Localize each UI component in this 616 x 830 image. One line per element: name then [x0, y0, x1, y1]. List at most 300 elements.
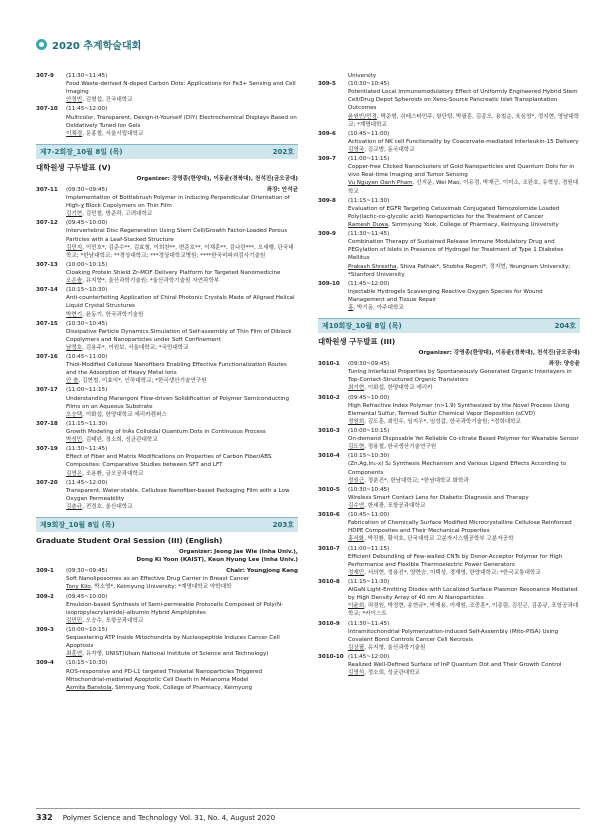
entry-title: Soft Nanoliposomes as an Effective Drug Carrier in Breast Cancer — [66, 576, 250, 583]
entry-coauthors: , 정용철, 한국생산기술연구원 — [364, 444, 437, 451]
entry-title: On-demand Disposable Yet Reliable Co-citrate Based Polymer for Wearable Sensor — [348, 436, 579, 443]
session-10-entries — [318, 360, 580, 677]
left-top-entries — [36, 72, 298, 138]
session-organizer — [36, 548, 298, 564]
right-entries — [318, 80, 580, 312]
entry-title: Activation of NK cell Functionality by Coacervate-mediated Interleukin-15 Delivery — [348, 138, 579, 145]
entry-body — [348, 427, 580, 451]
entry-time: (11:45~12:00) — [66, 106, 108, 113]
entry-time: (11:00~11:15) — [348, 545, 390, 552]
entry-code: 307-14 — [36, 287, 58, 294]
entry-time-row — [348, 197, 580, 205]
session-bar-7 — [36, 144, 298, 159]
entry-title: Copper-free Clicked Nanoclusters of Gold Nanoparticles and Quantum Dots for in vivo Real-time Imaging and Tumor Sensing — [348, 164, 575, 179]
entry-presenter: 최기현 — [348, 385, 365, 392]
entry-coauthors: , 박기동, 아주대학교 — [353, 305, 404, 312]
entry-time-row — [66, 219, 298, 227]
entry-title: Multicolor, Transparent, Design-it-Yourself (DIY) Electrochemical Displays Based on Oxidatively Tuned Ion Gels — [66, 114, 297, 129]
entry-authors — [66, 210, 298, 218]
entry-code: 307-17 — [36, 387, 58, 394]
entry-presenter: 김민지 — [66, 244, 83, 251]
entry-coauthors: , 박소영*, Keimyung University; *계명대학교 약학대학 — [90, 584, 232, 591]
entry-time-row — [66, 626, 298, 634]
entry-time: (11:45~12:00) — [348, 653, 390, 660]
program-entry — [318, 360, 580, 392]
entry-body — [348, 197, 580, 229]
entry-body — [66, 626, 298, 658]
entry-time: (09:45~10:00) — [348, 394, 390, 401]
entry-body — [66, 479, 298, 511]
entry-time: (10:30~10:45) — [348, 81, 390, 88]
program-entry — [36, 353, 298, 385]
entry-coauthors: , 정소희, 성균관대학교 — [364, 670, 420, 677]
entry-body — [66, 261, 298, 285]
entry-code: 307-12 — [36, 220, 58, 227]
entry-authors — [348, 602, 580, 618]
entry-code: 309-8 — [318, 197, 336, 204]
program-entry — [318, 130, 580, 154]
entry-authors — [66, 411, 298, 419]
session-bar-10 — [318, 318, 580, 333]
entry-presenter: Vu Nguyen Oanh Pham — [348, 180, 413, 187]
entry-title: Emulsion-based Synthesis of Semi-permeable Protocells Composed of Poly(N-isopropylacrylamide)-albumin Hybrid Amphiphiles — [66, 601, 284, 616]
entry-time-row — [348, 653, 580, 661]
entry-presenter: 김도현 — [348, 444, 365, 451]
entry-title: (Zn,Ag,In₁-x) S₂ Synthesis Mechanism and Various Ligand Effects According to Components — [348, 461, 567, 476]
entry-authors — [348, 304, 580, 312]
session-chair: 좌장: 안석균 — [266, 186, 298, 193]
entry-time-row — [66, 479, 298, 487]
program-entry — [36, 593, 298, 625]
entry-authors — [66, 344, 298, 352]
program-entry — [318, 230, 580, 279]
entry-body — [66, 420, 298, 444]
entry-code: 309-10 — [318, 280, 340, 287]
entry-body — [348, 360, 580, 392]
entry-code: 309-5 — [318, 81, 336, 88]
entry-title: Effect of Fiber and Matrix Modifications on Properties of Carbon Fiber/ABS Composites: Comparative Studies between SFT and LFT — [66, 454, 272, 469]
program-entry — [318, 197, 580, 229]
session-9-entries — [36, 567, 298, 692]
entry-coauthors: , 신지운, Wei Mao, 이유정, 박재근, 이미소, 조완호, 유혁상, 경원대학교 — [348, 180, 579, 195]
entry-time: (10:00~10:15) — [66, 261, 108, 268]
program-entry — [36, 479, 298, 511]
entry-time-row — [66, 593, 298, 601]
entry-time-row — [348, 80, 580, 88]
entry-title: Fabrication of Chemically Surface Modified Microcrystalline Cellulose Reinforced HDPE Composites and Their Mechanical Properties — [348, 520, 572, 535]
entry-coauthors: , 전정호, 울산대학교 — [82, 504, 133, 511]
entry-time: (11:15~11:30) — [348, 579, 390, 585]
entry-authors — [66, 277, 298, 285]
program-entry — [318, 155, 580, 196]
entry-coauthors: , 김도훈, 최민우, 임지우*, 임성갑, 한국과학기술원; *경희대학교 — [364, 418, 521, 425]
session-bar-label: 제9회장_10월 8일 (목) — [40, 521, 115, 530]
entry-time: (11:45~12:00) — [66, 479, 108, 486]
entry-authors — [66, 96, 298, 104]
entry-body — [348, 130, 580, 154]
entry-time: (11:15~11:30) — [348, 197, 390, 204]
entry-coauthors: , 이화섭, 한양대학교 에리카캠퍼스 — [82, 411, 167, 418]
entry-title: Tuning Interfacial Properties by Spontaneously Generated Organic Interlayers in Top-Contact-Structured Organic Transistors — [348, 369, 572, 384]
entry-code: 3010-4 — [318, 453, 340, 460]
entry-presenter: Asmita Banstola — [66, 684, 112, 691]
entry-title: Cloaking Protein Shield Zr-MOF Delivery Platform for Targeted Nanomedicine — [66, 269, 281, 276]
entry-code: 3010-7 — [318, 545, 340, 552]
entry-title: Injectable Hydrogels Scavenging Reactive Oxygen Species for Wound Management and Tissue Repair — [348, 288, 543, 303]
entry-time: (10:00~10:15) — [66, 626, 108, 633]
entry-coauthors: , 정춘진*, 한남대학교; *한남대학교 화학과 — [364, 477, 469, 484]
entry-time-row — [348, 155, 580, 163]
program-entry — [318, 653, 580, 677]
entry-time-row — [348, 578, 580, 586]
entry-authors — [348, 179, 580, 195]
entry-authors — [348, 443, 580, 451]
session-organizer-line-2: Dong Ki Yoon (KAIST), Keun Hyung Lee (Inha Univ.) — [136, 557, 298, 564]
entry-coauthors: , 김용주*, 이원보, 서울대학교; *국민대학교 — [82, 344, 189, 351]
entry-presenter: Prakash Shrestha — [348, 263, 397, 270]
page-header — [36, 36, 141, 52]
entry-presenter: 김기현 — [66, 211, 83, 218]
entry-presenter: 오은솔 — [66, 278, 83, 285]
entry-time: (10:45~11:00) — [348, 512, 390, 519]
entry-code: 307-16 — [36, 354, 58, 361]
entry-time: (11:00~11:15) — [66, 387, 108, 394]
entry-time-row — [348, 230, 580, 238]
entry-code: 3010-8 — [318, 579, 340, 585]
program-entry — [36, 445, 298, 477]
entry-time: (10:15~10:30) — [66, 660, 108, 667]
entry-time: (10:15~10:30) — [66, 287, 108, 294]
entry-code: 309-9 — [318, 231, 336, 238]
entry-title: Growth Modeling of InAs Colloidal Quantum Dots in Continuous Process — [66, 429, 266, 436]
entry-time: (11:45~12:00) — [348, 280, 390, 287]
entry-code: 307-10 — [36, 106, 58, 113]
entry-time-row — [348, 452, 580, 460]
entry-coauthors: , 유지향*, 울산과학기술원; *울산과학기술원 자연과학부 — [82, 278, 220, 285]
program-entry — [36, 567, 298, 591]
journal-info: Polymer Science and Technology Vol. 31, No. 4, August 2020 — [62, 813, 276, 822]
entry-coauthors: , 김태완, 정소희, 성균관대학교 — [82, 437, 158, 444]
entry-code: 309-6 — [318, 130, 336, 137]
entry-coauthors: , 박준형, 쉬레스타민주, 왕단텅, 박필훈, 김종오, 용철순, 육심영*, 정지현, 영남대학교; *계명대학교 — [348, 113, 580, 128]
entry-time-row — [348, 130, 580, 138]
entry-title: Combination Therapy of Sustained Release Immune Modulatory Drug and PEGylation of Islets in Presence of Hydrogel for Treatment of Type 1 Diabetes Mellitus — [348, 239, 564, 262]
session-organizer: Organizer: 강영종(한양대), 이동윤(경북대), 천석진(금오공대) — [418, 350, 580, 357]
entry-coauthors: , 김교범, 동국대학교 — [364, 146, 415, 153]
entry-authors — [66, 470, 298, 478]
entry-coauthors: , 김형섭, 건국대학교 — [82, 97, 133, 104]
entry-time-row — [66, 567, 298, 575]
entry-time-row — [66, 659, 298, 667]
entry-code: 307-13 — [36, 261, 58, 268]
program-entry — [318, 452, 580, 484]
entry-presenter: Ramesh Duwa — [348, 221, 389, 228]
entry-time: (10:30~10:45) — [348, 486, 390, 493]
entry-body — [348, 486, 580, 510]
session-chair: 좌장: 양승윤 — [548, 361, 580, 368]
entry-authors — [348, 113, 580, 129]
entry-title: Transparent, Water-stable, Cellulose Nanofiber-based Packaging Film with a Low Oxygen Permeability — [66, 487, 290, 502]
entry-code: 307-11 — [36, 186, 58, 193]
circle-bullet-icon — [36, 39, 47, 50]
entry-time-row — [348, 620, 580, 628]
page-header-title: 2020 추계학술대회 — [52, 40, 142, 52]
entry-authors — [66, 436, 298, 444]
entry-presenter: 김상필 — [348, 644, 365, 651]
entry-presenter: 최훈연 — [66, 651, 83, 658]
program-entry — [318, 545, 580, 577]
entry-code: 3010-3 — [318, 428, 340, 435]
entry-title: Intramitochondrial Polymerization-induced Self-Assembly (Mito-PISA) Using Covalent Bond Controls Cancer Cell Necrosis — [348, 628, 559, 643]
entry-coauthors: , 이민호*, 김준수**, 김효철, 이희찬**, 변준호**, 이재훈**, 김나란***, 오세행, 단국대학교; *한남대학교; **경상대학교; ***경상대학교병원; ****한국비파괴검사기술원 — [66, 244, 294, 259]
entry-body — [348, 155, 580, 196]
entry-body — [66, 320, 298, 352]
entry-code: 307-15 — [36, 320, 58, 327]
entry-body — [66, 72, 298, 104]
program-entry — [318, 280, 580, 312]
session-title: 대학원생 구두발표 (V) — [36, 163, 111, 173]
entry-code: 309-2 — [36, 593, 54, 600]
entry-title: Realized Well-Defined Surface of InP Quantum Dot and Their Growth Control — [348, 662, 562, 669]
entry-title: AlGaN Light-Emitting Diodes with Localized Surface Plasmon Resonance Mediated by High Density Array of 40 nm Al Nanoparticles — [348, 587, 578, 602]
entry-time-row — [66, 420, 298, 428]
entry-authors — [348, 146, 580, 154]
entry-coauthors: , 한세광, 포항공과대학교 — [364, 503, 426, 510]
entry-time-row — [348, 394, 580, 402]
session-bar-9 — [36, 517, 298, 532]
entry-body — [66, 219, 298, 260]
program-entry — [36, 626, 298, 658]
entry-body — [66, 186, 298, 218]
entry-time-row — [66, 72, 298, 80]
program-entry — [318, 80, 580, 129]
entry-title: Food Waste-derived N-doped Carbon Dots: Applications for Fe3+ Sensing and Cell Imaging — [66, 81, 296, 96]
left-column — [36, 72, 298, 693]
entry-code: 3010-1 — [318, 361, 340, 368]
entry-time: (09:45~10:00) — [66, 593, 108, 600]
entry-time: (11:30~11:45) — [66, 446, 108, 453]
entry-time-row — [66, 186, 298, 194]
entry-title: ROS-responsive and PD-L1 targeted Thioketal Nanoparticles Triggered Mitochondrial-mediated Apoptotic Cell Death in Melanoma Model — [66, 668, 263, 683]
entry-body — [66, 445, 298, 477]
entry-time: (09:30~09:45) — [66, 186, 108, 193]
program-entry — [318, 427, 580, 451]
entry-title: Intervertebral Disc Regeneration Using Stem Cell/Growth Factor-Loaded Porous Particles with a Leaf-Stacked Structure — [66, 228, 288, 243]
entry-authors — [66, 583, 298, 591]
entry-time: (11:30~11:45) — [348, 620, 390, 627]
entry-title: Implementation of Bottlebrush Polymer in Inducing Perpendicular Orientation of High-χ Block Copolymers on Thin Film — [66, 194, 290, 210]
entry-authors — [348, 263, 580, 279]
entry-body — [348, 230, 580, 279]
program-entry — [318, 394, 580, 426]
entry-code: 3010-2 — [318, 394, 340, 401]
entry-body — [348, 80, 580, 129]
entry-authors — [66, 311, 298, 319]
entry-presenter: 김영석 — [348, 670, 365, 677]
entry-body — [348, 578, 580, 619]
session-bar-label: 제10회장_10월 8일 (목) — [322, 322, 402, 331]
entry-authors — [66, 617, 298, 625]
entry-title: Thiol-Modified Cellulose Nanofibers Enabling Effective Functionalization Routes and the Adsorption of Heavy Metal Ions — [66, 362, 287, 377]
entry-code: 307-9 — [36, 73, 54, 79]
entry-code: 307-20 — [36, 479, 58, 486]
entry-body — [348, 653, 580, 677]
session-title: 대학원생 구두발표 (III) — [318, 337, 396, 347]
entry-time-row — [348, 360, 580, 368]
entry-time: (10:45~11:00) — [66, 354, 108, 361]
entry-authors — [348, 644, 580, 652]
entry-authors — [348, 221, 580, 229]
program-entry — [36, 386, 298, 418]
program-entry — [36, 420, 298, 444]
entry-authors — [66, 130, 298, 138]
entry-title: Sequestering ATP Inside Mitochondria by Nucleopeptide Induces Cancer Cell Apoptosis — [66, 635, 280, 650]
entry-body — [66, 105, 298, 137]
entry-authors — [66, 244, 298, 260]
entry-coauthors: , Simmyung Yook, College of Pharmacy, Keimyung University — [388, 221, 559, 228]
entry-body — [66, 593, 298, 625]
session-organizer-line-1: Organizer: Jeong Jae Wie (Inha Univ.), — [178, 549, 298, 555]
entry-time: (10:00~10:15) — [348, 428, 390, 435]
entry-coauthors: , 유지형, 울산과학기술원 — [364, 644, 426, 651]
page-number: 332 — [36, 813, 53, 822]
program-entry — [318, 486, 580, 510]
entry-body — [348, 620, 580, 652]
entry-title: Potentiated Local Immunomodulatory Effect of Uniformly Engineered Hybrid Stem Cell/Drug Depot Spheroids on Xeno-Source Pancreatic Islet Transplantation Outcomes — [348, 89, 578, 112]
entry-body — [66, 659, 298, 691]
program-entry — [318, 578, 580, 619]
entry-authors — [66, 650, 298, 658]
page-footer — [36, 808, 580, 822]
entry-coauthors: , 문홍철, 서울시립대학교 — [82, 130, 144, 137]
entry-presenter: 오승택 — [66, 411, 83, 418]
entry-authors — [66, 684, 298, 692]
entry-body — [348, 394, 580, 426]
entry-presenter: 김영국 — [348, 146, 365, 153]
entry-body — [348, 452, 580, 484]
program-entry — [36, 186, 298, 218]
entry-presenter: 김민민 — [66, 617, 83, 624]
entry-code: 309-4 — [36, 660, 54, 667]
entry-title: Evaluation of EGFR Targeting Cetuximab Conjugated Temozolomide Loaded Poly(lactic-co-glycolic acid) Nanoparticles for the Treatment of Cancer — [348, 205, 560, 220]
session-room: 203호 — [272, 521, 294, 530]
program-entry — [36, 72, 298, 104]
entry-coauthors: , 서의현, 정용진*, 양현승, 이택성, 경재영, 한양대학교; *한국교통대학교 — [364, 569, 541, 576]
entry-time-row — [348, 427, 580, 435]
entry-time-row — [66, 445, 298, 453]
entry-authors — [348, 418, 580, 426]
entry-body — [66, 567, 298, 591]
entry-time: (11:15~11:30) — [66, 420, 108, 427]
entry-time-row — [66, 353, 298, 361]
entry-body — [66, 386, 298, 418]
entry-body — [348, 280, 580, 312]
entry-time-row — [66, 386, 298, 394]
entry-code: 3010-5 — [318, 486, 340, 493]
entry-title: Efficient Debundling of Few-walled CNTs by Donor-Acceptor Polymer for High Performance and Flexible Thermoelectric Power Generators — [348, 553, 563, 568]
right-column — [318, 72, 580, 678]
entry-code: 309-7 — [318, 156, 336, 163]
entry-code: 3010-10 — [318, 653, 344, 660]
session-title: Graduate Student Oral Session (III) (English) — [36, 536, 223, 546]
entry-code: 3010-9 — [318, 620, 340, 627]
entry-body — [66, 353, 298, 385]
entry-coauthors: , 허경원, 박정현, 송현규*, 박재용, 이재원, 조중훈*, 이종림, 김진곤, 김종규, 포항공과대학교; *카이스트 — [348, 603, 579, 618]
entry-time-row — [348, 486, 580, 494]
entry-coauthors: , 박진환, 황석호, 단국대학교 고분자시스템공학부 고분자공학 — [364, 536, 514, 543]
entry-title: Dissipative Particle Dynamics Simulation of Self-assembly of Thin Film of Diblock Copolymers and Nanoparticles under Soft Confinement — [66, 328, 292, 343]
entry-time: (09:30~09:45) — [348, 361, 390, 368]
program-entry — [318, 620, 580, 652]
entry-time: (09:30~09:45) — [66, 568, 108, 575]
entry-authors — [348, 502, 580, 510]
entry-time-row — [66, 105, 298, 113]
entry-authors — [348, 669, 580, 677]
continuation-text: University — [348, 73, 377, 79]
entry-presenter: 홍서화 — [348, 536, 365, 543]
entry-time: (11:30~11:45) — [66, 73, 108, 79]
entry-body — [348, 545, 580, 577]
entry-presenter: 남정호 — [66, 344, 83, 351]
entry-presenter: 윤원빈/민경 — [348, 113, 377, 120]
entry-code: 3010-6 — [318, 512, 340, 519]
entry-presenter: 정재민 — [348, 569, 365, 576]
entry-time: (11:30~11:45) — [348, 231, 390, 238]
session-room: 202호 — [272, 147, 294, 156]
entry-time: (11:00~11:15) — [348, 156, 390, 163]
entry-code: 307-18 — [36, 420, 58, 427]
entry-title: Wireless Smart Contact Lens for Diabetic Diagnosis and Therapy — [348, 494, 529, 501]
entry-time: (10:30~10:45) — [66, 320, 108, 327]
entry-presenter: 이채경 — [66, 130, 83, 137]
session-7-entries — [36, 186, 298, 511]
entry-presenter: 안 솔 — [66, 378, 79, 385]
entry-title: High Refractive Index Polymer (n>1.9) Synthesized by the Novel Process Using Elemental Sulfur, Termed Sulfur Chemical Vapor Deposition (sCVD) — [348, 402, 570, 417]
entry-coauthors: , 윤동기, 한국과학기술원 — [82, 311, 144, 318]
entry-presenter: 홍 — [348, 305, 354, 312]
entry-coauthors: , 유자형, UNIST(Ulsan National Institute of Science and Technology) — [82, 651, 269, 658]
entry-coauthors: , Simmyung Yook, College of Pharmacy, Keimyung — [111, 684, 253, 691]
entry-coauthors: , 조용환, 금오공과대학교 — [82, 470, 144, 477]
entry-presenter: 박현기 — [66, 311, 83, 318]
entry-time: (10:45~11:00) — [348, 130, 390, 137]
entry-presenter: 박성민 — [66, 437, 83, 444]
entry-code: 309-1 — [36, 568, 54, 575]
entry-body — [348, 511, 580, 543]
entry-time-row — [348, 511, 580, 519]
entry-presenter: 김영은 — [66, 470, 83, 477]
entry-authors — [348, 569, 580, 577]
entry-title: Anti-counterfeiting Application of Chiral Photonic Crystals Made of Aligned Helical Liquid Crystal Structures — [66, 295, 295, 310]
entry-time-row — [66, 286, 298, 294]
program-entry — [36, 105, 298, 137]
entry-time-row — [348, 545, 580, 553]
entry-authors — [66, 377, 298, 385]
entry-authors — [348, 477, 580, 485]
program-entry — [318, 511, 580, 543]
entry-presenter: 김춘규 — [66, 504, 83, 511]
session-chair: Chair: Youngjong Kang — [226, 568, 298, 575]
program-entry — [36, 261, 298, 285]
entry-coauthors: , 이화섭, 한양대학교 에리카 — [364, 385, 433, 392]
entry-coauthors: , 김민철, 방준하, 고려대학교 — [82, 211, 153, 218]
entry-presenter: Tony Kiio — [66, 584, 91, 591]
entry-code: 307-19 — [36, 446, 58, 453]
entry-authors — [348, 535, 580, 543]
session-bar-label: 제7-2회장_10월 8일 (목) — [40, 147, 123, 156]
session-organizer: Organizer: 강영종(한양대), 이동윤(경북대), 천석진(금오공대) — [136, 175, 298, 182]
program-entry — [36, 659, 298, 691]
